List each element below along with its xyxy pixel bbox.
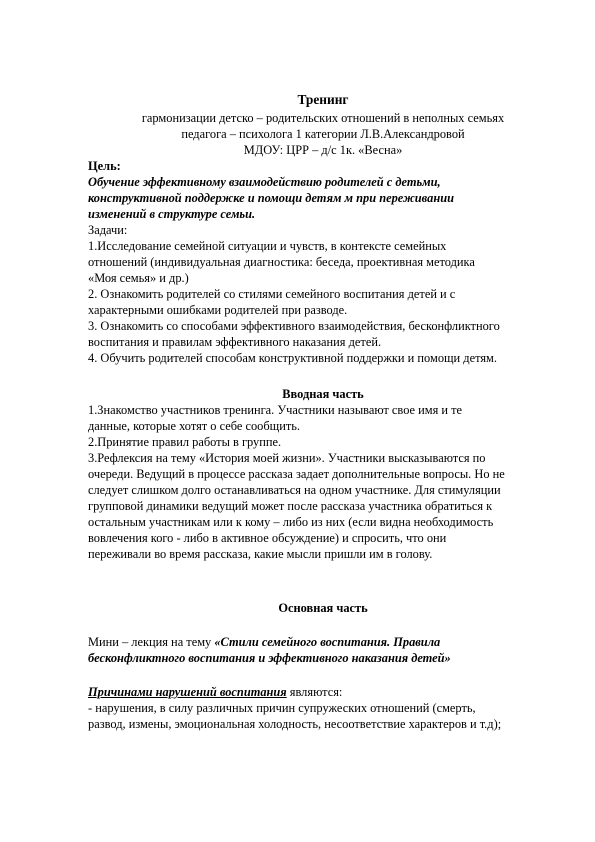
lecture-title-cont: бесконфликтного воспитания и эффективного наказания детей» — [88, 651, 451, 665]
intro-text — [88, 402, 558, 562]
goal-line: конструктивной поддержке и помощи детям м при переживании — [88, 191, 454, 205]
lecture-title: «Стили семейного воспитания. Правила — [214, 635, 441, 649]
goal-line: изменений в структуре семьи. — [88, 207, 256, 221]
main-heading: Основная часть — [278, 601, 368, 615]
lecture-paragraph — [88, 634, 558, 666]
doc-title: Тренинг — [297, 92, 349, 107]
task-line: воспитания и правилам эффективного наказания детей. — [88, 335, 382, 349]
causes-heading — [88, 684, 558, 700]
intro-line: групповой динамики ведущий может после рассказа участника обратиться к — [88, 499, 493, 513]
subtitle-line: педагога – психолога 1 категории Л.В.Александровой — [181, 127, 465, 141]
causes-emph: Причинами нарушений воспитания — [88, 685, 287, 699]
subtitle-line: МДОУ: ЦРР – д/с 1к. «Весна» — [243, 143, 403, 157]
intro-line: 3.Рефлексия на тему «История моей жизни». Участники высказываются по — [88, 451, 486, 465]
intro-line: 1.Знакомство участников тренинга. Участники называют свое имя и те — [88, 403, 463, 417]
tasks-list — [88, 238, 558, 366]
lecture-prefix: Мини – лекция на тему — [88, 635, 215, 649]
intro-line: вовлечения кого - либо в активное обсуждение) и спросить, что они — [88, 531, 447, 545]
task-line: 2. Ознакомить родителей со стилями семейного воспитания детей и с — [88, 287, 456, 301]
intro-line: остальным участникам или к кому – либо из них (если видна необходимость — [88, 515, 494, 529]
document-page — [88, 92, 558, 732]
goal-heading: Цель: — [88, 159, 121, 173]
goal-line: Обучение эффективному взаимодействию родителей с детьми, — [88, 175, 441, 189]
task-line: характерными ошибками родителей при разводе. — [88, 303, 348, 317]
causes-rest: являются: — [286, 685, 343, 699]
tasks-heading: Задачи: — [88, 223, 128, 237]
intro-line: следует слишком долго останавливаться на одном участнике. Для стимуляции — [88, 483, 501, 497]
causes-paragraph — [88, 684, 558, 732]
lecture-line — [88, 634, 558, 650]
task-line: отношений (индивидуальная диагностика: беседа, проективная методика — [88, 255, 475, 269]
intro-line: данные, которые хотят о себе сообщить. — [88, 419, 301, 433]
goal-text — [88, 174, 558, 222]
cause-line: развод, измены, эмоциональная холодность, несоответствие характеров и т.д); — [88, 717, 502, 731]
intro-line: очереди. Ведущий в процессе рассказа задает дополнительные вопросы. Но не — [88, 467, 505, 481]
task-line: 4. Обучить родителей способам конструктивной поддержки и помощи детям. — [88, 351, 497, 365]
cause-line: - нарушения, в силу различных причин супружеских отношений (смерть, — [88, 701, 476, 715]
task-line: 1.Исследование семейной ситуации и чувств, в контексте семейных — [88, 239, 447, 253]
intro-heading: Вводная часть — [282, 387, 364, 401]
subtitle-line: гармонизации детско – родительских отношений в неполных семьях — [141, 111, 505, 125]
task-line: 3. Ознакомить со способами эффективного взаимодействия, бесконфликтного — [88, 319, 500, 333]
doc-subtitle — [88, 110, 558, 158]
task-line: «Моя семья» и др.) — [88, 271, 189, 285]
intro-line: переживали во время рассказа, какие мысли пришли им в голову. — [88, 547, 433, 561]
intro-line: 2.Принятие правил работы в группе. — [88, 435, 282, 449]
